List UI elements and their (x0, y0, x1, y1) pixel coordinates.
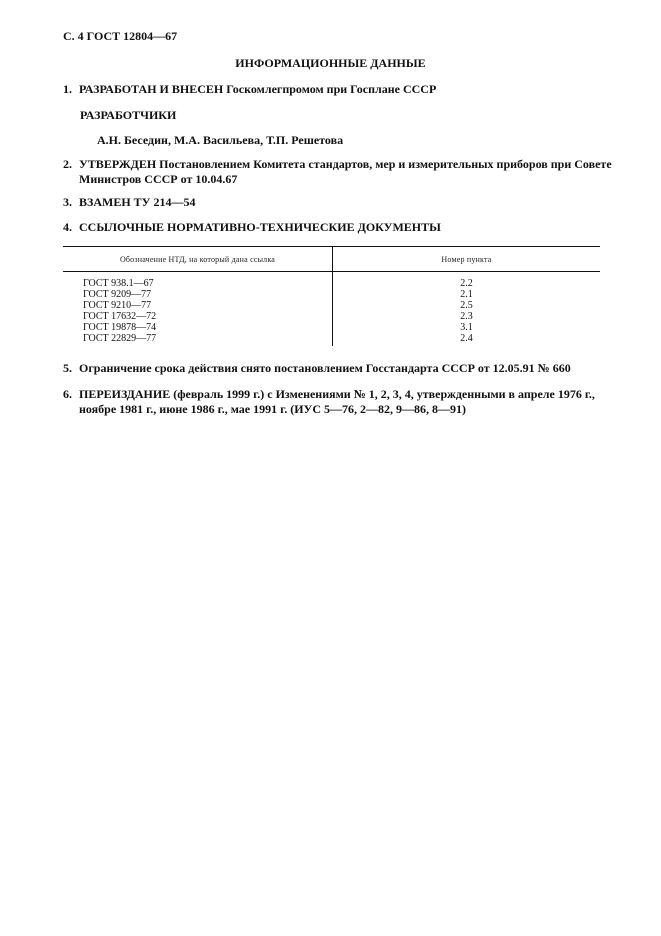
item-2-line1: УТВЕРЖДЕН Постановлением Комитета стандартов, мер и измерительных приборов при Совете (79, 157, 612, 171)
table-cell-point: 2.1 (460, 289, 473, 300)
table-row (63, 333, 600, 346)
item-4-text: ССЫЛОЧНЫЕ НОРМАТИВНО-ТЕХНИЧЕСКИЕ ДОКУМЕНТЫ (79, 220, 441, 234)
table-cell-document: ГОСТ 22829—77 (63, 333, 333, 346)
table-cell-point: 2.4 (460, 333, 473, 344)
page-title: ИНФОРМАЦИОННЫЕ ДАННЫЕ (235, 56, 426, 70)
item-6-line1: ПЕРЕИЗДАНИЕ (февраль 1999 г.) с Изменениями № 1, 2, 3, 4, утвержденными в апреле 1976 г., (79, 387, 595, 401)
table-row (63, 289, 600, 300)
item-5 (63, 361, 571, 376)
item-6-line2: ноябре 1981 г., июне 1986 г., мае 1991 г. (ИУС 5—76, 2—82, 9—86, 8—91) (79, 402, 467, 416)
table-row (63, 322, 600, 333)
item-1-text: РАЗРАБОТАН И ВНЕСЕН Госкомлегпромом при Госплане СССР (79, 82, 437, 96)
item-4 (63, 220, 441, 235)
table-row (63, 311, 600, 322)
item-4-number: 4. (63, 220, 72, 234)
table-header-document: Обозначение НТД, на который дана ссылка (63, 247, 333, 272)
table-cell-point: 2.2 (460, 278, 473, 289)
item-3-text: ВЗАМЕН ТУ 214—54 (79, 195, 196, 209)
table-cell-point: 3.1 (460, 322, 473, 333)
developers-names: А.Н. Беседин, М.А. Васильева, Т.П. Решетова (97, 133, 344, 147)
item-2-line2: Министров СССР от 10.04.67 (79, 172, 238, 186)
table-cell-document: ГОСТ 9210—77 (63, 300, 333, 311)
item-5-text: Ограничение срока действия снято постановлением Госстандарта СССР от 12.05.91 № 660 (79, 361, 571, 375)
item-2-number: 2. (63, 157, 72, 171)
table-header-point: Номер пункта (333, 247, 601, 272)
table-cell-point: 2.5 (460, 300, 473, 311)
item-1-number: 1. (63, 82, 72, 96)
table-cell-document: ГОСТ 17632—72 (63, 311, 333, 322)
item-2 (63, 157, 612, 187)
table-row (63, 272, 600, 290)
item-1 (63, 82, 436, 97)
table-cell-point: 2.3 (460, 311, 473, 322)
item-3-number: 3. (63, 195, 72, 209)
table-header-row (63, 247, 600, 272)
reference-documents-table (63, 246, 600, 346)
table-cell-document: ГОСТ 9209—77 (63, 289, 333, 300)
item-6 (63, 387, 595, 417)
table-row (63, 300, 600, 311)
table-cell-document: ГОСТ 19878—74 (63, 322, 333, 333)
item-3 (63, 195, 195, 210)
table-cell-document: ГОСТ 938.1—67 (63, 272, 333, 290)
item-5-number: 5. (63, 361, 72, 375)
item-6-number: 6. (63, 387, 72, 401)
developers-label: РАЗРАБОТЧИКИ (80, 108, 177, 122)
page-header: С. 4 ГОСТ 12804—67 (63, 29, 178, 43)
